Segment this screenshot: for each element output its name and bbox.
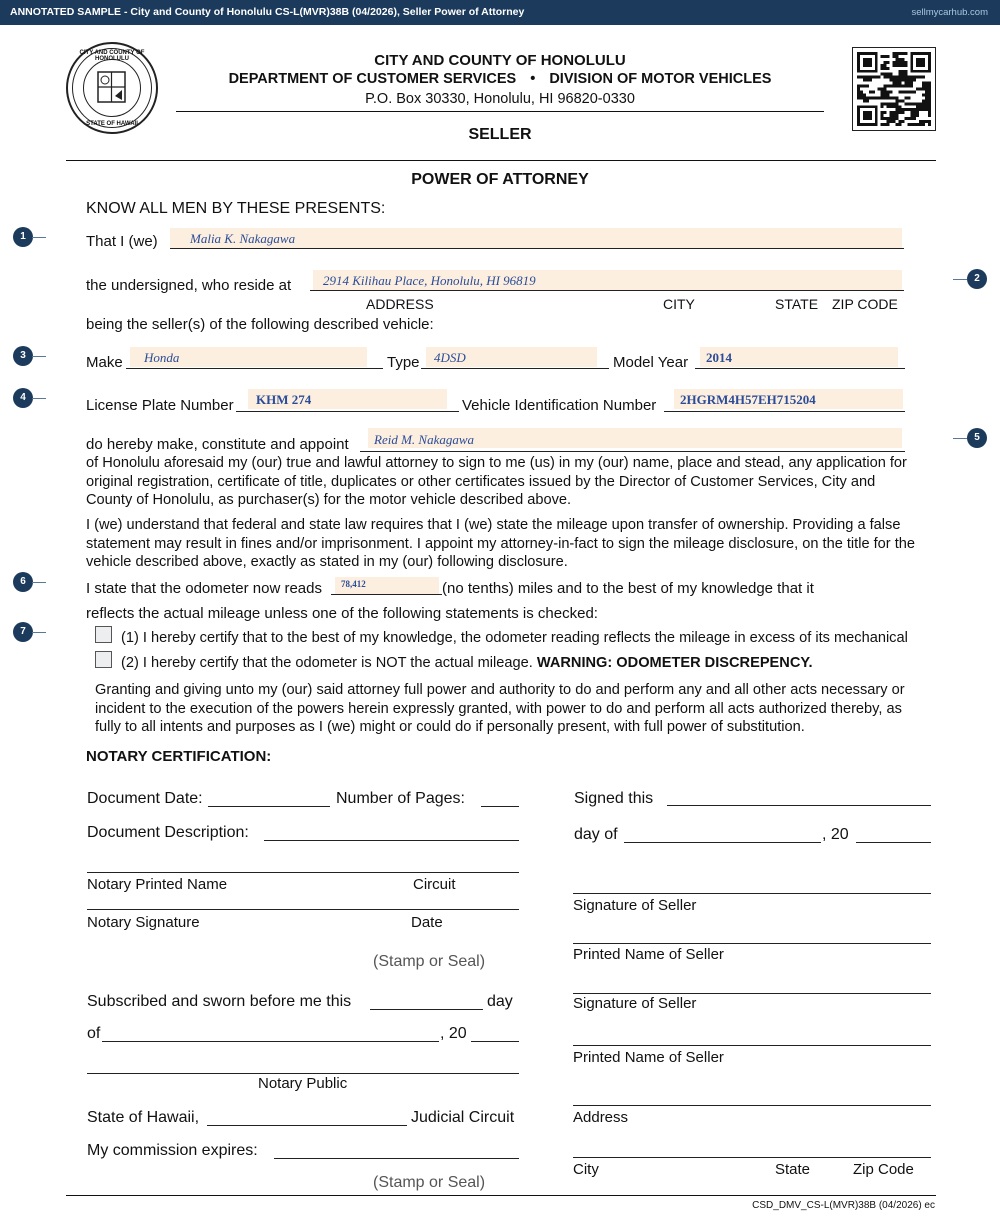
circuit-label: Circuit	[413, 876, 456, 893]
being-seller-text: being the seller(s) of the following described vehicle:	[86, 316, 434, 333]
granting-paragraph: Granting and giving unto my (our) said attorney full power and authority to do and perform any and all other acts necessary or incident to the execution of the powers herein expressly granted, with power to do and perform all acts authorized thereby, as fully to all intents and purposes as I (we) might or could do if personally present, with full power of substitution.	[95, 682, 905, 735]
annotation-badge-2: 2	[967, 269, 987, 289]
seller-zip-label: Zip Code	[853, 1161, 914, 1178]
mileage-paragraph: I (we) understand that federal and state law requires that I (we) state the mileage upon transfer of ownership. Providing a false statement may result in fines and/or imprisonment. I appoint my attorney-in-fact to sign the mileage disclosure, on the title for the vehicle described above, exactly as stated in my (our) following disclosure.	[86, 517, 916, 570]
signed-this-label: Signed this	[574, 790, 654, 807]
notary-signature-field[interactable]	[87, 909, 519, 910]
top-banner	[0, 0, 1000, 25]
annotation-badge-4: 4	[13, 388, 33, 408]
notary-public-label: Notary Public	[258, 1075, 348, 1092]
judicial-circuit-label: Judicial Circuit	[411, 1109, 515, 1126]
annotation-badge-3: 3	[13, 346, 33, 366]
check2-text: (2) I hereby certify that the odometer is NOT the actual mileage.	[121, 655, 533, 671]
form-title: POWER OF ATTORNEY	[411, 171, 589, 188]
day-label: day	[487, 993, 513, 1010]
check2-label	[121, 655, 813, 671]
check1-label: (1) I hereby certify that to the best of my knowledge, the odometer reading reflects the mileage in excess of its mechanical	[121, 630, 908, 646]
header-line-2	[175, 71, 825, 87]
footer-rule	[66, 1195, 936, 1196]
city-seal-icon	[66, 42, 158, 134]
stamp-seal-1: (Stamp or Seal)	[373, 953, 486, 970]
reside-at-label: the undersigned, who reside at	[86, 277, 292, 294]
notary-public-field[interactable]	[87, 1073, 519, 1074]
header-line-1: CITY AND COUNTY OF HONOLULU	[374, 52, 626, 69]
header-address: P.O. Box 30330, Honolulu, HI 96820-0330	[365, 91, 635, 107]
seller-printed-name-1-label: Printed Name of Seller	[573, 946, 724, 963]
model-year-value: 2014	[706, 350, 732, 365]
plate-value: KHM 274	[256, 392, 312, 407]
seller-address-label: Address	[573, 1109, 629, 1126]
seller-signature-2-label: Signature of Seller	[573, 995, 697, 1012]
twenty-label: , 20	[440, 1025, 467, 1042]
seller-printed-name-2-label: Printed Name of Seller	[573, 1049, 724, 1066]
know-all-text: KNOW ALL MEN BY THESE PRESENTS:	[86, 200, 386, 217]
subscribed-month-field[interactable]	[102, 1041, 439, 1042]
stamp-seal-2: (Stamp or Seal)	[373, 1174, 486, 1191]
mechanical-limit-checkbox[interactable]	[95, 626, 112, 643]
right-twenty-label: , 20	[822, 826, 849, 843]
doc-date-label: Document Date:	[87, 790, 203, 807]
attorney-value: Reid M. Nakagawa	[374, 432, 475, 447]
of-label: of	[87, 1025, 101, 1042]
seller-printed-name-2-field[interactable]	[573, 1045, 931, 1046]
odometer-value: 78,412	[341, 579, 366, 589]
num-pages-label: Number of Pages:	[336, 790, 465, 807]
attorney-paragraph: of Honolulu aforesaid my (our) true and lawful attorney to sign to me (us) in my (our) name, place and stead, any application for original registration, certificate of title, duplicates or other certificates issued by the Director of Customer Services, City and County of Honolulu, as purchaser(s) for the motor vehicle described above.	[86, 455, 907, 508]
num-pages-field[interactable]	[481, 806, 519, 807]
commission-expires-field[interactable]	[274, 1158, 519, 1159]
that-i-label: That I (we)	[86, 233, 158, 250]
day-of-month-field[interactable]	[624, 842, 821, 843]
vin-label: Vehicle Identification Number	[462, 397, 657, 414]
section-rule	[66, 160, 936, 161]
seller-signature-1-label: Signature of Seller	[573, 897, 697, 914]
seller-state-label: State	[775, 1161, 811, 1178]
seal-text-bottom: STATE OF HAWAII	[86, 121, 138, 127]
not-actual-mileage-checkbox[interactable]	[95, 651, 112, 668]
type-value: 4DSD	[434, 350, 466, 365]
plate-label: License Plate Number	[86, 397, 234, 414]
annotation-badge-6: 6	[13, 572, 33, 592]
subscribed-label: Subscribed and sworn before me this	[87, 993, 352, 1010]
city-caption: CITY	[663, 296, 695, 312]
seller-address-field[interactable]	[573, 1105, 931, 1106]
banner-site-link[interactable]: sellmycarhub.com	[911, 7, 988, 18]
dept-name: DEPARTMENT OF CUSTOMER SERVICES	[228, 71, 517, 87]
subscribed-year-field[interactable]	[471, 1041, 519, 1042]
signed-this-field[interactable]	[667, 805, 931, 806]
subscribed-day-field[interactable]	[370, 1009, 483, 1010]
qr-code-icon	[852, 47, 936, 131]
annotation-badge-5: 5	[967, 428, 987, 448]
banner-title: ANNOTATED SAMPLE - City and County of Honolulu CS-L(MVR)38B (04/2026), Seller Power of Attorney	[10, 6, 525, 18]
doc-desc-field[interactable]	[264, 840, 519, 841]
address-value: 2914 Kilihau Place, Honolulu, HI 96819	[323, 273, 536, 288]
address-caption: ADDRESS	[366, 296, 434, 312]
seller-signature-2-field[interactable]	[573, 993, 931, 994]
appoint-label: do hereby make, constitute and appoint	[86, 436, 349, 453]
seller-name-value: Malia K. Nakagawa	[190, 231, 296, 246]
type-label: Type	[387, 354, 420, 371]
seller-city-label: City	[573, 1161, 599, 1178]
seller-city-state-zip-field[interactable]	[573, 1157, 931, 1158]
doc-date-field[interactable]	[208, 806, 330, 807]
model-year-label: Model Year	[613, 354, 689, 371]
notary-heading: NOTARY CERTIFICATION:	[86, 748, 272, 765]
seal-text-top: CITY AND COUNTY OF HONOLULU	[79, 50, 145, 62]
zip-caption: ZIP CODE	[832, 296, 898, 312]
odometer-warning: WARNING: ODOMETER DISCREPENCY.	[536, 655, 813, 671]
make-value: Honda	[144, 350, 180, 365]
seller-signature-1-field[interactable]	[573, 893, 931, 894]
odometer-post-label: (no tenths) miles and to the best of my knowledge that it	[442, 580, 814, 597]
notary-printed-name-label: Notary Printed Name	[87, 876, 228, 893]
reflects-text: reflects the actual mileage unless one of the following statements is checked:	[86, 605, 598, 622]
day-of-label: day of	[574, 826, 618, 843]
annotation-badge-1: 1	[13, 227, 33, 247]
date-label: Date	[411, 914, 443, 931]
state-hawaii-label: State of Hawaii,	[87, 1109, 200, 1126]
notary-signature-label: Notary Signature	[87, 914, 200, 931]
doc-desc-label: Document Description:	[87, 824, 249, 841]
seller-printed-name-1-field[interactable]	[573, 943, 931, 944]
commission-label: My commission expires:	[87, 1142, 258, 1159]
bullet: •	[530, 71, 536, 87]
header-rule	[176, 111, 824, 112]
form-subtitle: SELLER	[468, 126, 532, 143]
state-caption: STATE	[775, 296, 819, 312]
form-code: CSD_DMV_CS-L(MVR)38B (04/2026) ec	[752, 1200, 935, 1211]
day-of-year-field[interactable]	[856, 842, 931, 843]
odometer-pre-label: I state that the odometer now reads	[86, 580, 322, 597]
judicial-circuit-field[interactable]	[207, 1125, 407, 1126]
vin-value: 2HGRM4H57EH715204	[680, 392, 816, 407]
annotation-badge-7: 7	[13, 622, 33, 642]
make-label: Make	[86, 354, 123, 371]
notary-printed-name-field[interactable]	[87, 872, 519, 873]
division-name: DIVISION OF MOTOR VEHICLES	[549, 71, 772, 87]
